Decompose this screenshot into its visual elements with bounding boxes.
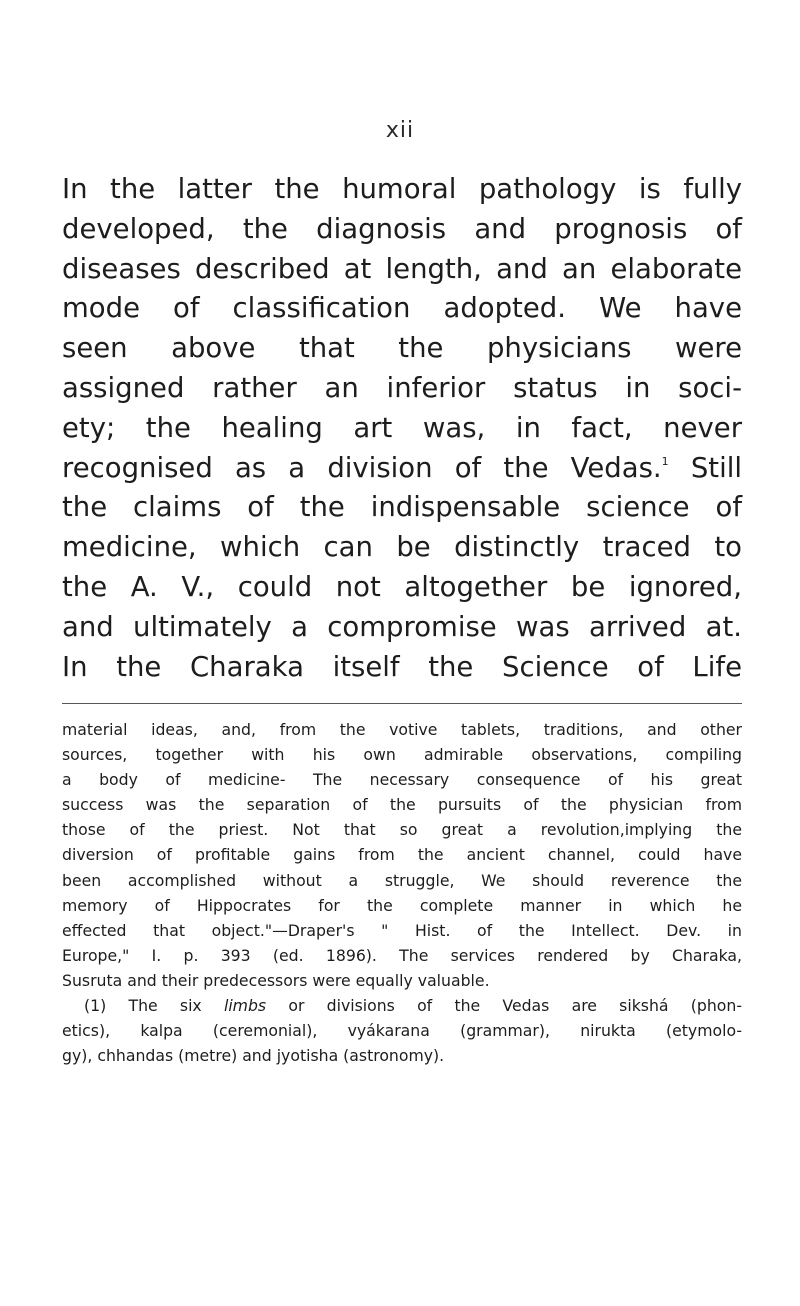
footnote-reference: 1 [661, 454, 669, 468]
body-line: In the latter the humoral pathology is fully [62, 173, 742, 205]
footnote-divider [62, 703, 742, 704]
body-line: and ultimately a compromise was arrived at. [62, 610, 742, 643]
body-line: ety; the healing art was, in fact, never [62, 411, 742, 444]
body-line: seen above that the physicians were [62, 332, 742, 365]
footnote-text: or divisions of the Vedas are sikshá (phon- [288, 996, 742, 1016]
footnote-line: gy), chhandas (metre) and jyotisha (astronomy). [62, 1046, 445, 1066]
footnote-line: material ideas, and, from the votive tablets, traditions, and other [62, 720, 742, 739]
footnote-line: a body of medicine- The necessary consequence of his great [62, 770, 742, 790]
body-line-text: recognised as a division of the Vedas. [62, 451, 662, 484]
footnote-line: Susruta and their predecessors were equally valuable. [62, 970, 490, 990]
footnote-line: etics), kalpa (ceremonial), vyákarana (grammar), nirukta (etymolo- [62, 1021, 742, 1041]
body-line: assigned rather an inferior status in soci- [62, 371, 742, 404]
body-line: the claims of the indispensable science of [62, 491, 742, 524]
main-body-text [62, 170, 742, 687]
footnote-number: (1) [84, 996, 107, 1016]
footnote-line: those of the priest. Not that so great a revolution,implying the [62, 820, 742, 840]
footnote-line: memory of Hippocrates for the complete manner in which he [62, 895, 742, 915]
body-line-tail: Still [690, 451, 742, 484]
body-line: mode of classification adopted. We have [62, 292, 742, 325]
footnotes-section [62, 717, 742, 1068]
body-line-with-footnote-ref [62, 449, 742, 489]
body-line: medicine, which can be distinctly traced to [62, 531, 742, 564]
footnote-line: diversion of profitable gains from the ancient channel, could have [62, 845, 742, 865]
footnote-line: sources, together with his own admirable observations, compiling [62, 745, 742, 765]
footnote-line: success was the separation of the pursuits of the physician from [62, 795, 742, 815]
footnote-line: been accomplished without a struggle, We should reverence the [62, 870, 742, 890]
body-line: In the Charaka itself the Science of Life [62, 650, 742, 683]
body-line: diseases described at length, and an elaborate [62, 252, 742, 285]
footnote-1 [62, 993, 742, 1018]
body-line: developed, the diagnosis and prognosis of [62, 212, 742, 245]
body-line: the A. V., could not altogether be ignored, [62, 570, 742, 603]
page-number: xii [385, 118, 415, 143]
footnote-italic-term: limbs [223, 996, 267, 1016]
footnote-line: effected that object."—Draper's " Hist. of the Intellect. Dev. in [62, 920, 742, 940]
footnote-text: The six [128, 996, 202, 1016]
footnote-line: Europe," I. p. 393 (ed. 1896). The services rendered by Charaka, [62, 945, 742, 965]
